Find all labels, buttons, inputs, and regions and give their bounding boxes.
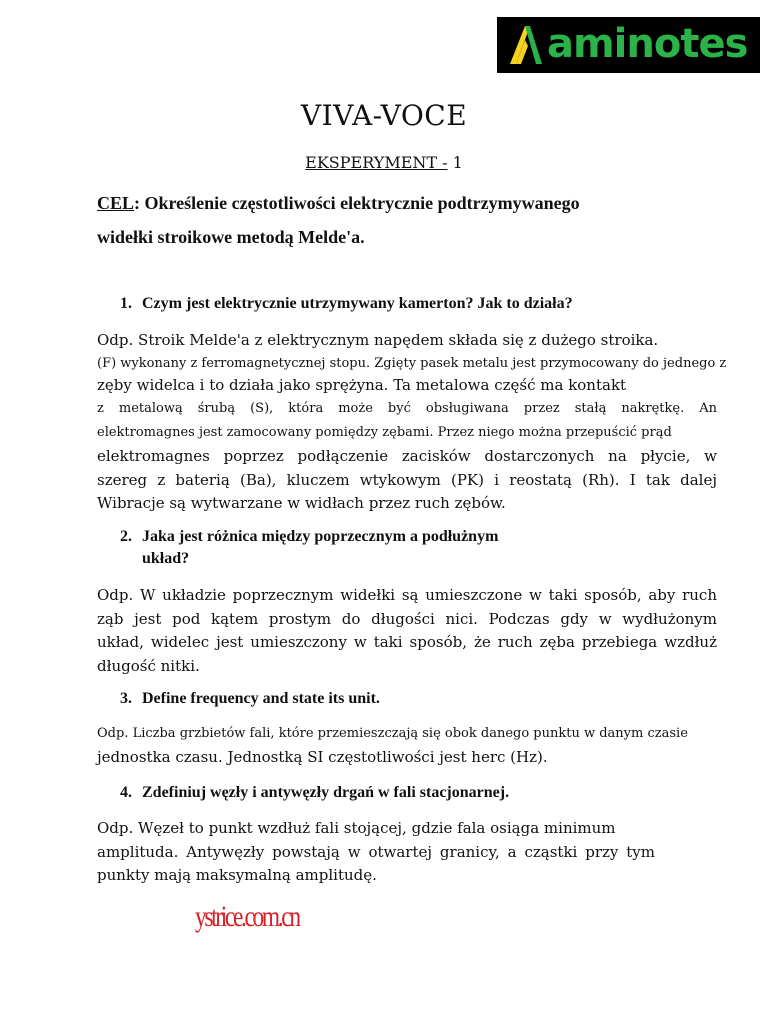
question-text-continued: układ? <box>142 550 190 567</box>
logo-text-notes: notes <box>626 21 748 67</box>
question-text: Define frequency and state its unit. <box>142 690 380 707</box>
answer-4 <box>97 817 717 888</box>
answer-line: Odp. Liczba grzbietów fali, które przemieszczają się obok danego punktu w danym czasie <box>97 726 688 741</box>
logo-text-ami: ami <box>547 21 627 67</box>
aim-statement <box>97 186 717 254</box>
answer-line: punkty mają maksymalną amplitudę. <box>97 866 377 884</box>
question-number: 1. <box>120 295 132 312</box>
aim-line-1 <box>97 186 717 220</box>
aminotes-logo <box>497 17 760 73</box>
answer-line: jednostka czasu. Jednostką SI częstotliwości jest herc (Hz). <box>97 747 548 766</box>
question-text: Zdefiniuj węzły i antywęzły drgań w fali stacjonarnej. <box>142 784 510 801</box>
answer-line: układ, widelec jest umieszczony w taki sposób, że ruch zęba przebiega wzdłuż <box>97 633 717 651</box>
question-3 <box>120 688 380 710</box>
question-1 <box>120 293 573 315</box>
answer-line: elektromagnes poprzez podłączenie zacisków dostarczonych na płycie, w <box>97 447 717 465</box>
answer-line: zęby widelca i to działa jako sprężyna. Ta metalowa część ma kontakt <box>97 375 627 394</box>
watermark-text: ystrice.com.cn <box>195 900 299 933</box>
question-number: 3. <box>120 690 132 707</box>
answer-3 <box>97 722 717 769</box>
answer-line: (F) wykonany z ferromagnetycznej stopu. Zgięty pasek metalu jest przymocowany do jednego z <box>97 355 727 371</box>
page-title: VIVA-VOCE <box>300 99 468 132</box>
question-number: 4. <box>120 784 132 801</box>
answer-line: elektromagnes jest zamocowany pomiędzy zębami. Przez niego można przepuścić prąd <box>97 425 672 440</box>
aim-text-1: : Określenie częstotliwości elektrycznie podtrzymywanego <box>134 193 580 213</box>
answer-line: Wibracje są wytwarzane w widłach przez ruch zębów. <box>97 494 506 512</box>
experiment-subtitle <box>0 152 768 174</box>
question-4 <box>120 782 509 804</box>
question-2 <box>120 526 498 570</box>
answer-line: szereg z baterią (Ba), kluczem wtykowym (PK) i reostatą (Rh). I tak dalej <box>97 470 717 489</box>
aim-line-2: widełki stroikowe metodą Melde'a. <box>97 227 365 247</box>
answer-line: Odp. Węzeł to punkt wzdłuż fali stojącej, gdzie fala osiąga minimum <box>97 819 616 837</box>
question-text: Jaka jest różnica między poprzecznym a podłużnym <box>142 528 499 545</box>
answer-2 <box>97 584 717 678</box>
experiment-number: 1 <box>447 153 463 172</box>
answer-line: Odp. W układzie poprzecznym widełki są umieszczone w taki sposób, aby ruch <box>97 586 717 604</box>
logo-wordmark <box>547 19 747 69</box>
answer-line: długość nitki. <box>97 656 200 675</box>
aim-label: CEL <box>97 193 135 213</box>
answer-1 <box>97 329 727 516</box>
answer-line: amplituda. Antywęzły powstają w otwartej granicy, a cząstki przy tym <box>97 842 655 861</box>
answer-line: ząb jest pod kątem prostym do długości nici. Podczas gdy w wydłużonym <box>97 609 717 628</box>
experiment-label: EKSPERYMENT - <box>305 153 448 172</box>
logo-mark-icon <box>506 24 544 66</box>
question-text: Czym jest elektrycznie utrzymywany kamerton? Jak to działa? <box>142 295 573 312</box>
answer-line: z metalową śrubą (S), która może być obsługiwana przez stałą nakrętkę. An <box>97 401 717 416</box>
question-number: 2. <box>120 528 132 545</box>
answer-line: Odp. Stroik Melde'a z elektrycznym napędem składa się z dużego stroika. <box>97 331 659 349</box>
